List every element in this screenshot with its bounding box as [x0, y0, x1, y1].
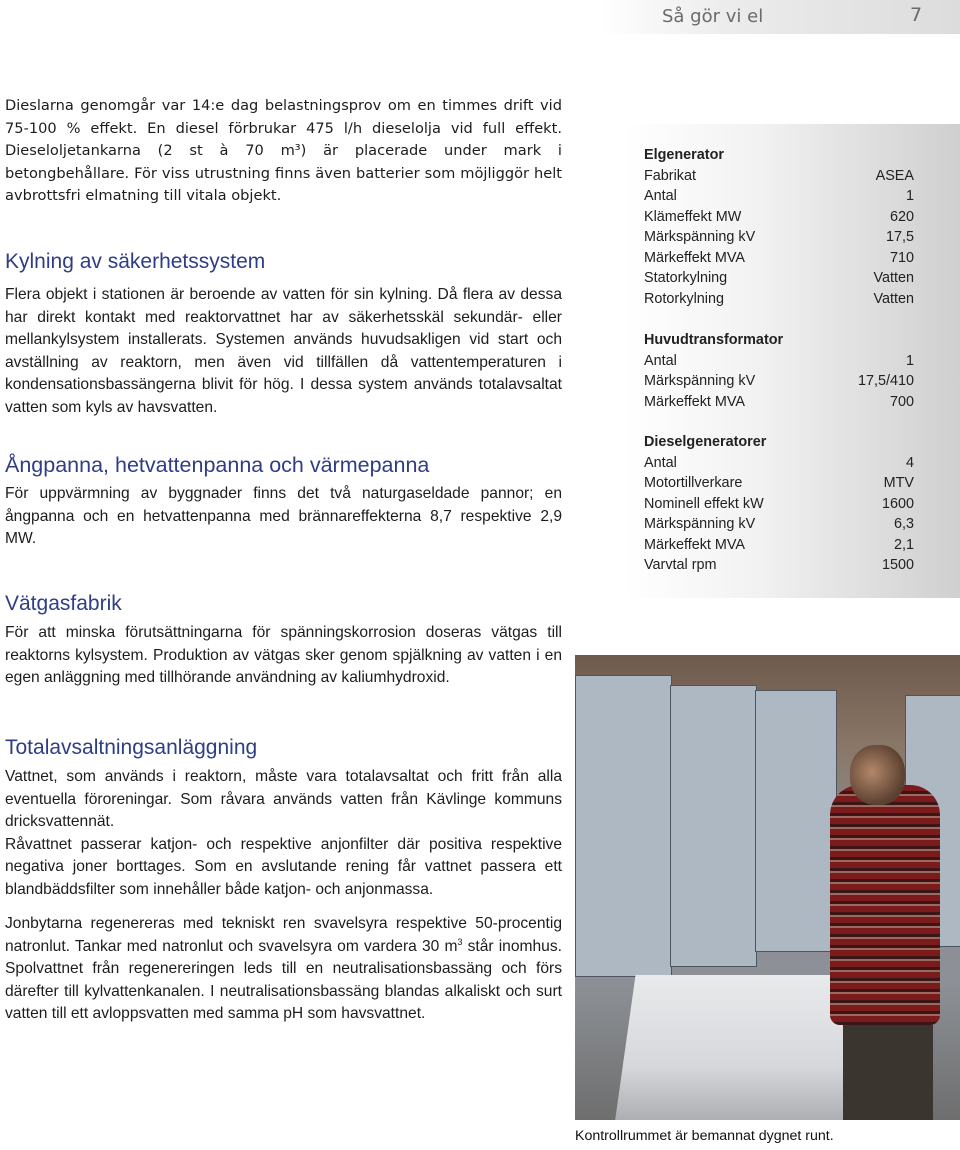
- control-panel: [670, 685, 757, 967]
- spec-row: [644, 166, 914, 187]
- spec-label: Märkspänning kV: [644, 373, 756, 389]
- section-angpanna: [5, 452, 562, 551]
- spec-value: 1: [905, 188, 914, 204]
- spec-label: Motortillverkare: [644, 475, 743, 491]
- page-number: 7: [910, 4, 923, 26]
- spec-row: [644, 392, 914, 413]
- spec-label: Märkeffekt MVA: [644, 249, 746, 266]
- spec-row: [644, 248, 914, 269]
- section-totalavsaltning: [5, 735, 562, 1026]
- control-panel: [755, 690, 837, 952]
- spec-label: Nominell effekt kW: [644, 495, 764, 512]
- spec-row: [644, 351, 914, 372]
- spec-label: Antal: [644, 352, 677, 369]
- paragraph-text: står inomhus. Spolvattnet från regenereringen leds till en neutralisationsbassäng och förs därefter till kylvattenkanalen. I neutralisationsbassäng blandas alkaliskt och surt vatten till ett avloppsvatten med samma pH som havsvattnet.: [5, 937, 562, 1022]
- spec-value: 4: [905, 454, 914, 471]
- control-panel: [575, 675, 672, 977]
- spec-value: 1600: [881, 495, 914, 512]
- spec-label: Antal: [644, 188, 677, 204]
- spec-title: Dieselgeneratorer: [644, 434, 767, 450]
- section-paragraph: Råvattnet passerar katjon- och respektive anjonfilter där positiva respektive negativa joner borttages. Som en avslutande rening får vattnet passera ett blandbäddsfilter som innehåller både katjon- och anjonmassa.: [5, 835, 562, 898]
- spec-value: 1: [905, 352, 914, 369]
- spec-value: 700: [889, 393, 914, 410]
- section-heading: Kylning av säkerhetssystem: [5, 250, 266, 273]
- spec-value: 6,3: [893, 516, 914, 532]
- running-header-title: Så gör vi el: [662, 6, 764, 27]
- spec-row: [644, 453, 914, 474]
- section-paragraph: För uppvärmning av byggnader finns det två naturgaseldade pannor; en ångpanna och en hetvattenpanna med brännareffekterna 8,7 respektive 2,9 MW.: [5, 485, 562, 547]
- section-paragraph: [5, 913, 562, 1026]
- spec-row: [644, 227, 914, 248]
- operator-head: [850, 745, 905, 805]
- spec-row: [644, 535, 914, 556]
- intro-paragraph: Dieslarna genomgår var 14:e dag belastningsprov om en timmes drift vid 75-100 % effekt. En diesel förbrukar 475 l/h dieselolja vid full effekt. Dieseloljetankarna (2 st à 70 m³) är placerade under mark i betongbehållare. För viss utrustning finns även batterier som möjliggör helt avbrottsfri elmatning till vitala objekt.: [5, 97, 562, 204]
- paragraph-text: Jonbytarna regenereras med tekniskt ren svavelsyra respektive 50-procentig natronlut. Tankar med natronlut och svavelsyra om vardera 30 m: [5, 915, 562, 955]
- spec-title: Huvudtransformator: [644, 332, 784, 348]
- spec-value: ASEA: [875, 167, 914, 184]
- section-paragraph: Vattnet, som används i reaktorn, måste vara totalavsaltat och fritt från alla eventuella föroreningar. Som råvara används vatten från Kävlinge kommuns dricksvattennät.: [5, 768, 562, 830]
- spec-label: Fabrikat: [644, 167, 696, 184]
- spec-value: Vatten: [873, 290, 914, 307]
- section-heading: Ångpanna, hetvattenpanna och värmepanna: [5, 453, 430, 477]
- control-desk: [614, 975, 865, 1120]
- spec-value: MTV: [883, 475, 914, 491]
- spec-elgenerator: [644, 145, 914, 309]
- section-paragraph: Flera objekt i stationen är beroende av vatten för sin kylning. Då flera av dessa har direkt kontakt med reaktorvattnet har av säkerhetsskäl sekundär- eller mellankylsystem installerats. Systemen används huvudsakligen vid start och avställning av reaktorn, men även vid tillfällen då vattentemperaturen i kondensationsbassängerna blivit för hög. I dessa system används totalavsaltat vatten som kyls av havsvatten.: [5, 286, 562, 416]
- spec-row: [644, 494, 914, 515]
- section-heading: Totalavsaltningsanläggning: [5, 736, 258, 759]
- spec-label: Klämeffekt MW: [644, 208, 742, 225]
- spec-row: [644, 268, 914, 289]
- spec-row: [644, 371, 914, 392]
- superscript: 3: [457, 936, 463, 947]
- spec-label: Varvtal rpm: [644, 557, 717, 573]
- spec-value: 1500: [881, 557, 914, 573]
- spec-row: [644, 473, 914, 494]
- spec-row: [644, 289, 914, 310]
- section-heading: Vätgasfabrik: [5, 592, 122, 615]
- intro-block: [5, 95, 562, 208]
- spec-label: Märkspänning kV: [644, 229, 756, 245]
- spec-value: 710: [889, 249, 914, 266]
- section-kylning: [5, 249, 562, 419]
- spec-value: 17,5: [885, 229, 914, 245]
- spec-row: [644, 207, 914, 228]
- spec-row: [644, 555, 914, 576]
- operator-legs: [843, 1025, 933, 1120]
- spec-value: 620: [889, 208, 914, 225]
- spec-dieselgeneratorer: [644, 432, 914, 576]
- section-paragraph: För att minska förutsättningarna för spänningskorrosion doseras vätgas till reaktorns kylsystem. Produktion av vätgas sker genom spjälkning av vatten i en egen anläggning med tillhörande användning av kaliumhydroxid.: [5, 624, 562, 686]
- section-vatgasfabrik: [5, 591, 562, 690]
- spec-label: Antal: [644, 454, 677, 471]
- spec-label: Statorkylning: [644, 270, 728, 286]
- control-room-photo: [575, 655, 960, 1120]
- spec-value: 2,1: [893, 536, 914, 553]
- spec-label: Märkeffekt MVA: [644, 536, 746, 553]
- spec-value: Vatten: [873, 270, 914, 286]
- spec-label: Märkeffekt MVA: [644, 393, 746, 410]
- photo-caption: Kontrollrummet är bemannat dygnet runt.: [575, 1128, 834, 1144]
- spec-huvudtransformator: [644, 330, 914, 412]
- header-bar: [600, 0, 960, 34]
- spec-value: 17,5/410: [857, 373, 914, 389]
- operator-shirt: [830, 785, 940, 1025]
- spec-row: [644, 186, 914, 207]
- spec-label: Rotorkylning: [644, 290, 724, 307]
- spec-row: [644, 514, 914, 535]
- spec-label: Märkspänning kV: [644, 516, 756, 532]
- spec-title: Elgenerator: [644, 147, 724, 163]
